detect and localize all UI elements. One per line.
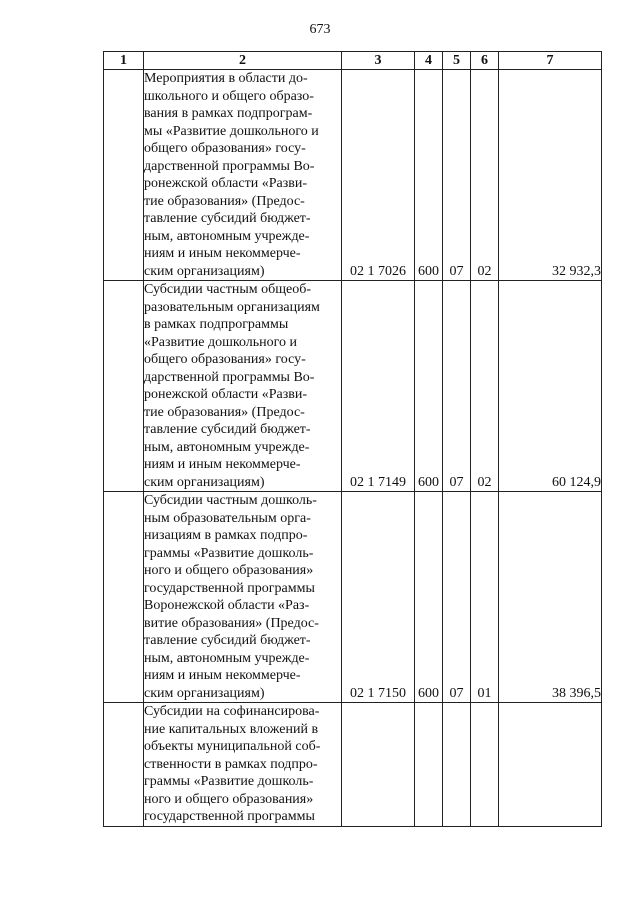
description-line: ниям и иным некоммерче- [144, 246, 301, 261]
description-line: ронежской области «Разви- [144, 387, 308, 402]
description-cell [144, 70, 342, 281]
description-line: ниям и иным некоммерче- [144, 457, 301, 472]
description-line: Субсидии частным общеоб- [144, 282, 311, 297]
description-line: общего образования» госу- [144, 352, 306, 367]
section-cell: 07 [443, 70, 471, 281]
row-number-cell [104, 70, 144, 281]
target-code-cell: 02 1 7149 [342, 281, 415, 492]
amount-cell [499, 703, 602, 827]
target-code-cell: 02 1 7150 [342, 492, 415, 703]
description-line: ние капитальных вложений в [144, 721, 319, 737]
description-line: ниям и иным некоммерче- [144, 668, 301, 683]
description-line: вания в рамках подпрограм- [144, 106, 313, 121]
description-line: объекты муниципальной соб- [144, 739, 321, 754]
budget-table [103, 51, 602, 827]
subsection-cell [471, 703, 499, 827]
description-line: дарственной программы Во- [144, 369, 315, 385]
description-line: ного и общего образования» [144, 563, 314, 578]
subsection-cell: 02 [471, 70, 499, 281]
column-header-1: 1 [104, 52, 144, 70]
description-line: Воронежской области «Раз- [144, 598, 310, 613]
table-row [104, 70, 602, 281]
description-line: ским организациям) [144, 685, 265, 701]
amount-cell: 32 932,3 [499, 70, 602, 281]
column-header-2: 2 [144, 52, 342, 70]
description-line: Субсидии на софинансирова- [144, 704, 320, 719]
section-cell: 07 [443, 281, 471, 492]
description-line: ным образовательным орга- [144, 510, 311, 526]
description-line: общего образования» госу- [144, 141, 306, 156]
column-header-4: 4 [415, 52, 443, 70]
subsection-cell: 02 [471, 281, 499, 492]
description-line: витие образования» (Предос- [144, 615, 319, 631]
subsection-cell: 01 [471, 492, 499, 703]
description-line: Мероприятия в области до- [144, 71, 308, 86]
row-number-cell [104, 281, 144, 492]
description-cell [144, 281, 342, 492]
description-line: тавление субсидий бюджет- [144, 633, 311, 648]
column-header-6: 6 [471, 52, 499, 70]
description-line: «Развитие дошкольного и [144, 334, 298, 350]
table-row [104, 492, 602, 703]
page-number: 673 [309, 22, 331, 37]
row-number-cell [104, 492, 144, 703]
description-line: разовательным организациям [144, 299, 320, 315]
description-line: Субсидии частным дошколь- [144, 493, 317, 508]
description-line: тие образования» (Предос- [144, 193, 305, 209]
description-line: ным, автономным учрежде- [144, 650, 310, 666]
description-line: ским организациям) [144, 263, 265, 279]
amount-cell: 38 396,5 [499, 492, 602, 703]
amount-cell: 60 124,9 [499, 281, 602, 492]
description-line: ронежской области «Разви- [144, 176, 308, 191]
description-line: мы «Развитие дошкольного и [144, 123, 319, 139]
description-line: ским организациям) [144, 474, 265, 490]
column-header-3: 3 [342, 52, 415, 70]
table-row [104, 703, 602, 827]
description-line: государственной программы [144, 580, 315, 596]
description-line: школьного и общего образо- [144, 88, 314, 104]
description-line: тавление субсидий бюджет- [144, 211, 311, 226]
description-line: граммы «Развитие дошколь- [144, 774, 314, 789]
description-line: в рамках подпрограммы [144, 317, 289, 332]
description-line: низациям в рамках подпро- [144, 528, 308, 543]
description-line: ственности в рамках подпро- [144, 756, 318, 772]
description-line: государственной программы [144, 809, 315, 824]
description-line: ным, автономным учрежде- [144, 439, 310, 455]
column-header-7: 7 [499, 52, 602, 70]
description-line: ным, автономным учрежде- [144, 228, 310, 244]
description-line: граммы «Развитие дошколь- [144, 545, 314, 561]
table-row [104, 281, 602, 492]
expense-type-cell [415, 703, 443, 827]
expense-type-cell: 600 [415, 281, 443, 492]
description-line: тавление субсидий бюджет- [144, 422, 311, 437]
section-cell [443, 703, 471, 827]
description-line: дарственной программы Во- [144, 158, 315, 174]
description-cell [144, 492, 342, 703]
target-code-cell: 02 1 7026 [342, 70, 415, 281]
description-cell [144, 703, 342, 827]
description-line: тие образования» (Предос- [144, 404, 305, 420]
column-header-5: 5 [443, 52, 471, 70]
expense-type-cell: 600 [415, 70, 443, 281]
header-row [104, 52, 602, 70]
expense-type-cell: 600 [415, 492, 443, 703]
row-number-cell [104, 703, 144, 827]
target-code-cell [342, 703, 415, 827]
section-cell: 07 [443, 492, 471, 703]
description-line: ного и общего образования» [144, 791, 314, 807]
